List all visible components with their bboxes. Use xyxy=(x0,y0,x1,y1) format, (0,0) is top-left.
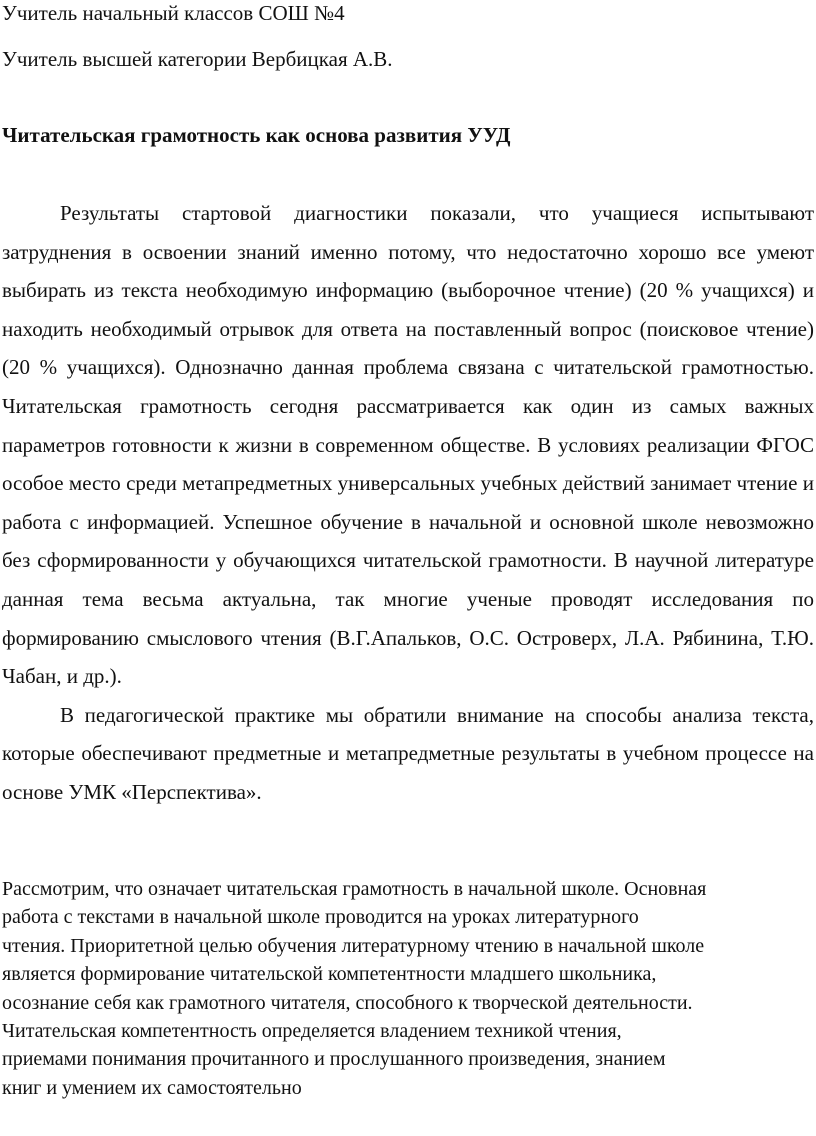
text-line: осознание себя как грамотного читателя, способного к творческой деятельности. xyxy=(2,991,693,1014)
reading-literacy-section xyxy=(2,875,816,1102)
paragraph-practice: В педагогической практике мы обратили внимание на способы анализа текста, которые обеспечивают предметные и метапредметные результаты в учебном процессе на основе УМК «Перспектива». xyxy=(2,702,814,804)
author-school-line: Учитель начальный классов СОШ №4 xyxy=(2,1,345,25)
author-name-line: Учитель высшей категории Вербицкая А.В. xyxy=(2,47,393,71)
text-line: Читательская компетентность определяется владением техникой чтения, xyxy=(2,1020,622,1043)
text-line: Рассмотрим, что означает читательская грамотность в начальной школе. Основная xyxy=(2,878,707,900)
text-line: приемами понимания прочитанного и прослушанного произведения, знанием xyxy=(2,1048,666,1071)
text-line: работа с текстами в начальной школе проводится на уроках литературного xyxy=(2,906,639,929)
main-body xyxy=(2,194,814,812)
text-line: является формирование читательской компетентности младшего школьника, xyxy=(2,963,657,986)
text-line: книг и умением их самостоятельно xyxy=(2,1076,302,1099)
document-title: Читательская грамотность как основа развития УУД xyxy=(2,123,511,147)
text-line: чтения. Приоритетной целью обучения литературному чтению в начальной школе xyxy=(2,934,705,957)
paragraph-diagnostics: Результаты стартовой диагностики показали, что учащиеся испытывают затруднения в освоении знаний именно потому, что недостаточно хорошо все умеют выбирать из текста необходимую информацию (выборочное чтение) (20 % учащихся) и находить необходимый отрывок для ответа на поставленный вопрос (поисковое чтение) (20 % учащихся). Однозначно данная проблема связана с читательской грамотностью. Читательская грамотность сегодня рассматривается как один из самых важных параметров готовности к жизни в современном обществе. В условиях реализации ФГОС особое место среди метапредметных универсальных учебных действий занимает чтение и работа с информацией. Успешное обучение в начальной и основной школе невозможно без сформированности у обучающихся читательской грамотности. В научной литературе данная тема весьма актуальна, так многие ученые проводят исследования по формированию смыслового чтения (В.Г.Апальков, О.С. Островерх, Л.А. Рябинина, Т.Ю. Чабан, и др.). xyxy=(2,201,814,689)
